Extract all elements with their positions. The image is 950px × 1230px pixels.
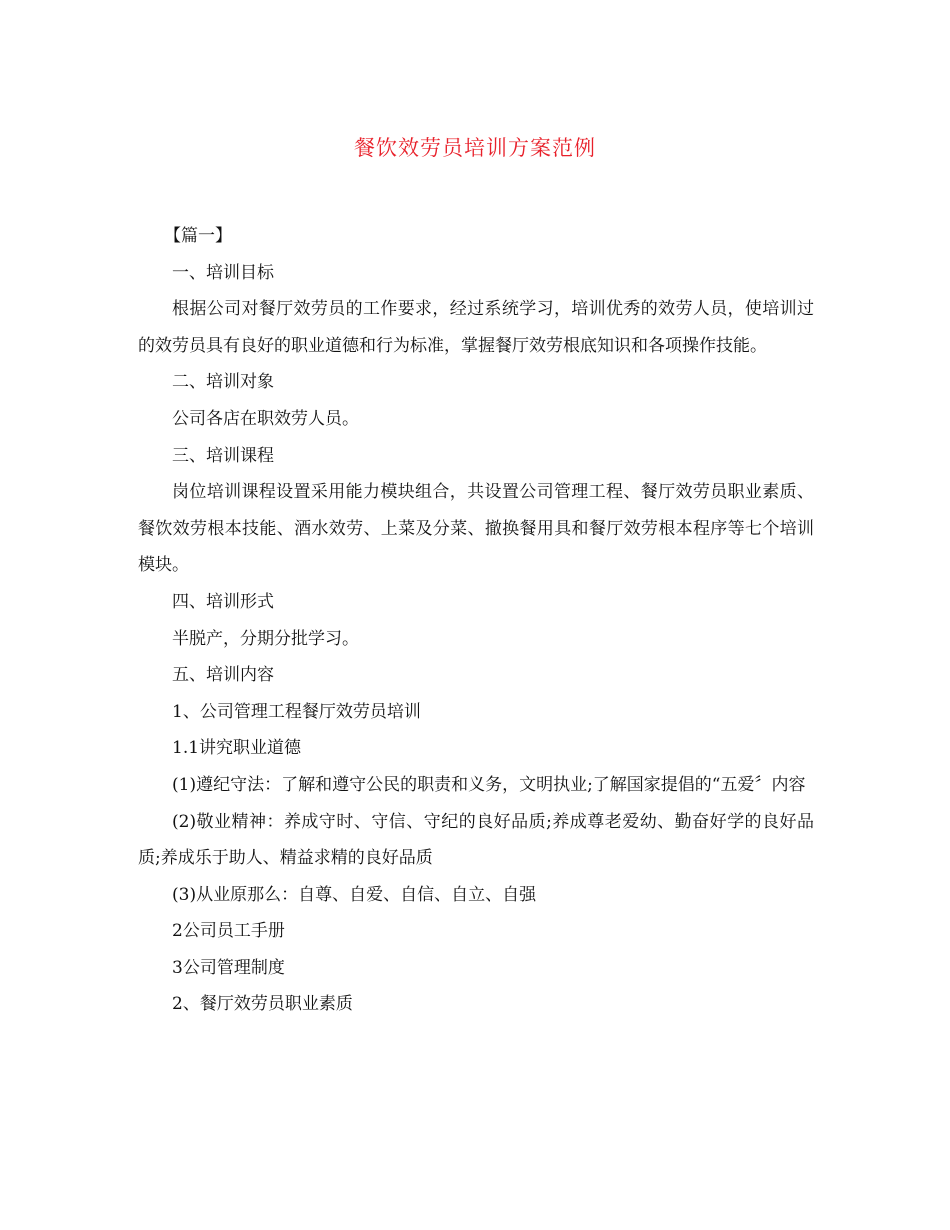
- list-item-law: (1)遵纪守法：了解和遵守公民的职责和义务，文明执业;了解国家提倡的“五爱〞内容: [172, 774, 806, 795]
- subheading-management: 1、公司管理工程餐厅效劳员培训: [172, 701, 421, 722]
- paragraph-training-form: 半脱产，分期分批学习。: [172, 628, 359, 649]
- list-item-principles: (3)从业原那么：自尊、自爱、自信、自立、自强: [172, 884, 537, 905]
- heading-training-content: 五、培训内容: [172, 665, 274, 686]
- heading-training-form: 四、培训形式: [172, 591, 274, 612]
- subheading-quality: 2、餐厅效劳员职业素质: [172, 994, 353, 1015]
- document-title: 餐饮效劳员培训方案范例: [354, 136, 596, 160]
- list-item-rules: 3公司管理制度: [172, 957, 285, 978]
- section-label: 【篇一】: [164, 226, 232, 246]
- paragraph-training-goal: 根据公司对餐厅效劳员的工作要求，经过系统学习，培训优秀的效劳人员，使培训过的效劳员具有良好的职业道德和行为标准，掌握餐厅效劳根底知识和各项操作技能。: [138, 299, 814, 356]
- list-item-handbook: 2公司员工手册: [172, 921, 285, 942]
- paragraph-training-course: 岗位培训课程设置采用能力模块组合，共设置公司管理工程、餐厅效劳员职业素质、餐饮效劳根本技能、酒水效劳、上菜及分菜、撤换餐用具和餐厅效劳根本程序等七个培训模块。: [138, 482, 814, 576]
- heading-training-target: 二、培训对象: [172, 372, 274, 393]
- heading-training-goal: 一、培训目标: [172, 262, 274, 283]
- list-item-dedication: (2)敬业精神：养成守时、守信、守纪的良好品质;养成尊老爱幼、勤奋好学的良好品质;养成乐于助人、精益求精的良好品质: [138, 811, 814, 869]
- paragraph-training-target: 公司各店在职效劳人员。: [172, 408, 359, 429]
- subheading-ethics: 1.1讲究职业道德: [172, 738, 302, 759]
- heading-training-course: 三、培训课程: [172, 445, 274, 466]
- document-body: [138, 218, 814, 1023]
